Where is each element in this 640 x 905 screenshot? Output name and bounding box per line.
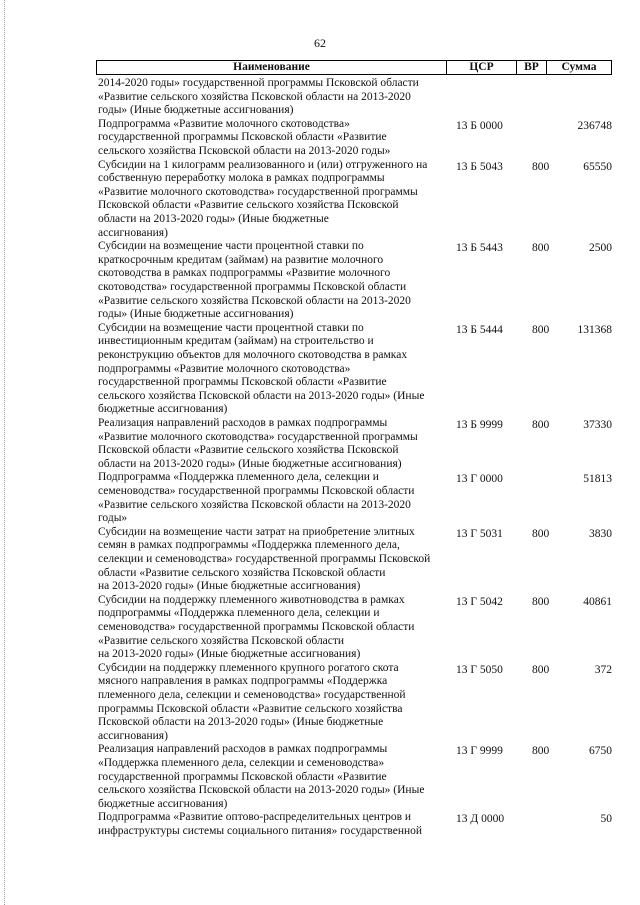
page-number: 62 bbox=[314, 36, 326, 50]
row-name-line: селекции и семеноводства» государственной программы Псковской bbox=[98, 552, 431, 565]
row-name-line: Псковской области «Развитие сельского хозяйства Псковской bbox=[98, 199, 399, 212]
row-name-line: Подпрограмма «Развитие молочного скотоводства» bbox=[98, 117, 350, 130]
row-name-line: Реализация направлений расходов в рамках подпрограммы bbox=[98, 417, 388, 429]
row-name-line: государственной программы Псковской области «Развитие bbox=[98, 131, 387, 144]
row-csr: 13 Б 0000 bbox=[456, 119, 503, 132]
row-name-line: Подпрограмма «Поддержка племенного дела, селекции и bbox=[98, 471, 379, 484]
row-csr: 13 Б 5043 bbox=[456, 160, 503, 173]
row-sum: 50 bbox=[600, 813, 612, 826]
table-header bbox=[96, 60, 612, 75]
row-name-line: 2014-2020 годы» государственной программы Псковской области bbox=[98, 77, 419, 89]
row-name-line: семеноводства» государственной программы Псковской области bbox=[98, 484, 415, 497]
row-name bbox=[98, 77, 446, 118]
row-sum: 51813 bbox=[583, 473, 612, 486]
row-csr: 13 Г 5031 bbox=[456, 527, 503, 540]
row-name-line: ассигнования) bbox=[98, 729, 168, 742]
row-name-line: на 2013-2020 годы» (Иные бюджетные ассигнования) bbox=[98, 580, 361, 593]
row-sum: 131368 bbox=[577, 323, 612, 336]
row-name bbox=[98, 240, 446, 322]
row-name-line: инвестиционным кредитам (займам) на строительство и bbox=[98, 335, 374, 348]
row-name-line: Субсидии на возмещение части процентной ставки по bbox=[98, 321, 364, 334]
row-name bbox=[98, 118, 446, 159]
row-name-line: «Развитие сельского хозяйства Псковской области на 2013-2020 bbox=[98, 294, 411, 307]
row-name-line: Подпрограмма «Развитие оптово-распределительных центров и bbox=[98, 811, 412, 824]
row-vr: 800 bbox=[532, 527, 550, 540]
row-vr: 800 bbox=[532, 663, 550, 676]
row-vr: 800 bbox=[532, 160, 550, 173]
row-name bbox=[98, 417, 446, 471]
row-name-line: краткосрочным кредитам (займам) на развитие молочного bbox=[98, 253, 384, 266]
row-name-line: «Развитие сельского хозяйства Псковской области bbox=[98, 634, 345, 647]
row-name bbox=[98, 159, 446, 241]
row-name bbox=[98, 662, 446, 744]
row-name-line: области «Развитие сельского хозяйства Псковской области bbox=[98, 566, 386, 579]
row-sum: 236748 bbox=[577, 119, 612, 132]
row-name-line: инфраструктуры системы социального питания» государственной bbox=[98, 824, 423, 837]
scan-edge-line bbox=[4, 0, 6, 905]
row-csr: 13 Г 9999 bbox=[456, 745, 503, 758]
row-sum: 37330 bbox=[583, 419, 612, 431]
row-name-line: годы» (Иные бюджетные ассигнования) bbox=[98, 308, 294, 321]
header-name: Наименование bbox=[97, 61, 447, 74]
row-name-line: «Развитие сельского хозяйства Псковской области на 2013-2020 bbox=[98, 498, 411, 511]
row-name-line: Субсидии на поддержку племенного крупного рогатого скота bbox=[98, 661, 399, 674]
row-name bbox=[98, 811, 446, 838]
row-name-line: бюджетные ассигнования) bbox=[98, 403, 228, 416]
row-name-line: государственной программы Псковской области «Развитие bbox=[98, 770, 387, 783]
row-csr: 13 Г 0000 bbox=[456, 473, 503, 486]
row-name-line: «Развитие молочного скотоводства» государственной программы bbox=[98, 185, 418, 198]
row-name-line: скотоводства» государственной программы Псковской области bbox=[98, 280, 407, 293]
row-name-line: сельского хозяйства Псковской области на 2013-2020 годы» (Иные bbox=[98, 389, 425, 402]
row-name bbox=[98, 743, 446, 811]
row-name-line: годы» bbox=[98, 512, 128, 525]
row-name bbox=[98, 526, 446, 594]
row-vr: 800 bbox=[532, 323, 550, 336]
row-name-line: подпрограммы «Развитие молочного скотоводства» bbox=[98, 362, 351, 375]
row-sum: 40861 bbox=[583, 595, 612, 608]
row-name bbox=[98, 594, 446, 662]
row-name bbox=[98, 322, 446, 417]
row-vr: 800 bbox=[532, 595, 550, 608]
row-name-line: племенного дела, селекции и семеноводства» государственной bbox=[98, 688, 406, 701]
row-sum: 2500 bbox=[589, 242, 612, 255]
row-csr: 13 Б 5443 bbox=[456, 242, 503, 255]
row-name bbox=[98, 471, 446, 525]
row-sum: 372 bbox=[594, 663, 612, 676]
row-name-line: семян в рамках подпрограммы «Поддержка племенного дела, bbox=[98, 539, 400, 552]
row-name-line: «Поддержка племенного дела, селекции и семеноводства» bbox=[98, 756, 385, 769]
row-name-line: Субсидии на 1 килограмм реализованного и (или) отгруженного на bbox=[98, 158, 428, 171]
row-name-line: Псковской области «Развитие сельского хозяйства Псковской bbox=[98, 444, 399, 457]
row-name-line: Псковской области на 2013-2020 годы» (Иные бюджетные bbox=[98, 716, 384, 729]
row-name-line: бюджетные ассигнования) bbox=[98, 797, 228, 810]
row-name-line: ассигнования) bbox=[98, 226, 168, 239]
row-name-line: Реализация направлений расходов в рамках подпрограммы bbox=[98, 743, 388, 756]
row-csr: 13 Г 5050 bbox=[456, 663, 503, 676]
row-name-line: «Развитие молочного скотоводства» государственной программы bbox=[98, 430, 418, 443]
row-name-line: сельского хозяйства Псковской области на 2013-2020 годы» (Иные bbox=[98, 784, 425, 797]
row-name-line: реконструкцию объектов для молочного скотоводства в рамках bbox=[98, 348, 408, 361]
row-name-line: мясного направления в рамках подпрограммы «Поддержка bbox=[98, 675, 388, 688]
row-name-line: подпрограммы «Поддержка племенного дела, селекции и bbox=[98, 607, 380, 620]
row-name-line: Субсидии на возмещение части процентной ставки по bbox=[98, 240, 364, 253]
row-csr: 13 Б 9999 bbox=[456, 419, 503, 431]
row-sum: 3830 bbox=[589, 527, 612, 540]
row-name-line: области на 2013-2020 годы» (Иные бюджетные bbox=[98, 212, 329, 225]
header-csr: ЦСР bbox=[447, 61, 517, 74]
row-csr: 13 Д 0000 bbox=[456, 813, 505, 826]
row-sum: 6750 bbox=[589, 745, 612, 758]
row-name-line: «Развитие сельского хозяйства Псковской области на 2013-2020 bbox=[98, 90, 411, 103]
row-name-line: на 2013-2020 годы» (Иные бюджетные ассигнования) bbox=[98, 648, 361, 661]
row-name-line: Субсидии на возмещение части затрат на приобретение элитных bbox=[98, 525, 415, 538]
budget-table bbox=[96, 60, 612, 837]
row-name-line: годы» (Иные бюджетные ассигнования) bbox=[98, 104, 294, 117]
row-vr: 800 bbox=[532, 745, 550, 758]
row-vr: 800 bbox=[532, 242, 550, 255]
row-name-line: программы Псковской области «Развитие сельского хозяйства bbox=[98, 702, 403, 715]
row-vr: 800 bbox=[532, 419, 550, 431]
header-sum: Сумма bbox=[561, 61, 597, 73]
header-vr: ВР bbox=[517, 61, 547, 74]
row-name-line: сельского хозяйства Псковской области на 2013-2020 годы» bbox=[98, 144, 391, 157]
row-name-line: государственной программы Псковской области «Развитие bbox=[98, 376, 387, 389]
row-name-line: скотоводства в рамках подпрограммы «Развитие молочного bbox=[98, 267, 391, 280]
row-name-line: области на 2013-2020 годы» (Иные бюджетные ассигнования) bbox=[98, 457, 402, 470]
row-name-line: Субсидии на поддержку племенного животноводства в рамках bbox=[98, 593, 405, 606]
row-name-line: собственную переработку молока в рамках подпрограммы bbox=[98, 172, 385, 185]
row-name-line: семеноводства» государственной программы Псковской области bbox=[98, 620, 415, 633]
row-csr: 13 Г 5042 bbox=[456, 595, 503, 608]
row-csr: 13 Б 5444 bbox=[456, 323, 503, 336]
row-sum: 65550 bbox=[583, 160, 612, 173]
